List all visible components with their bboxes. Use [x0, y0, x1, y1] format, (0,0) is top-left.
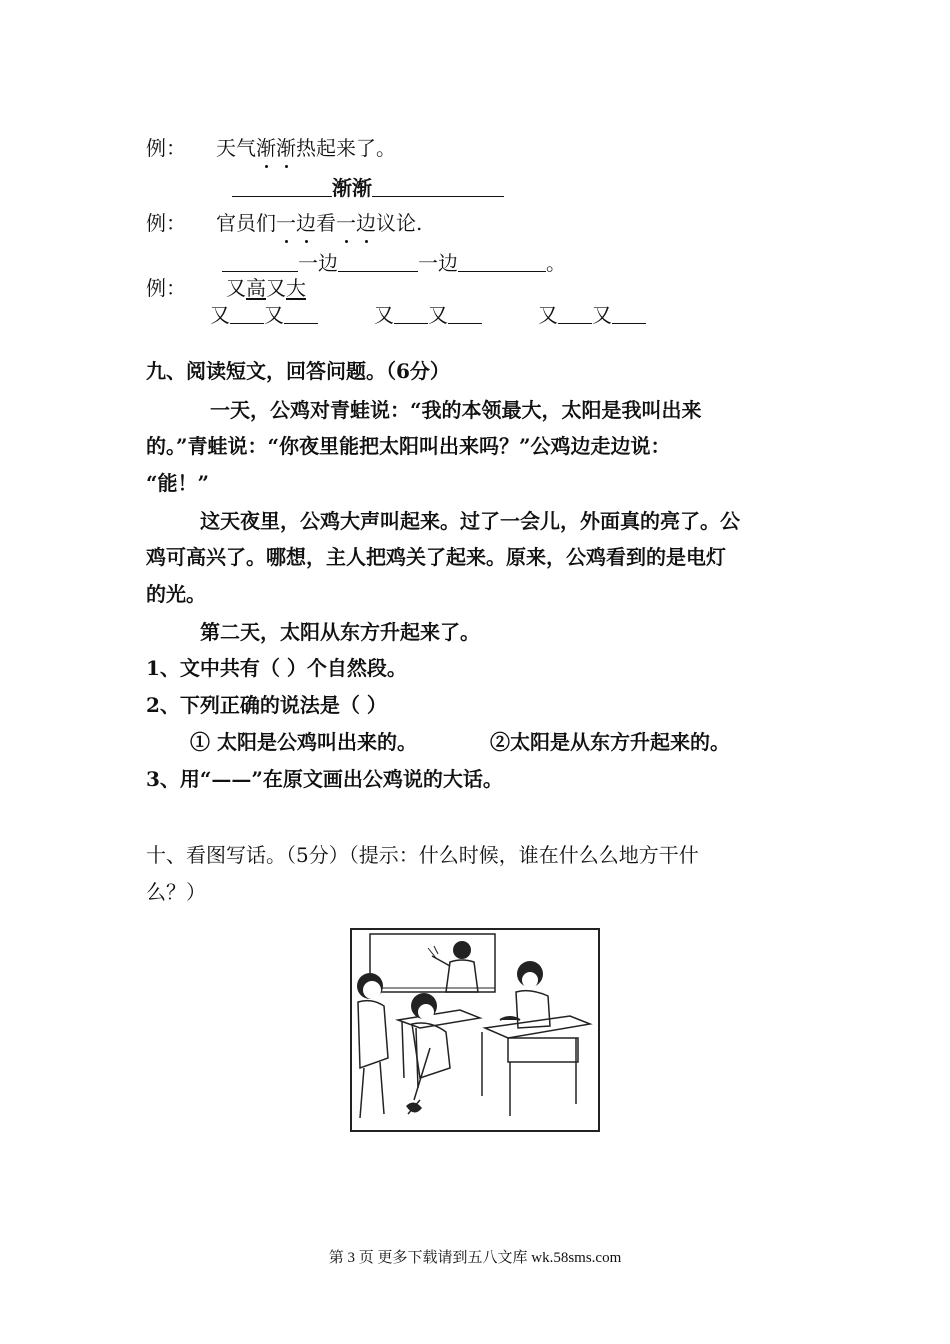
example-label: 例： [146, 276, 186, 300]
passage-line: “能！” [146, 471, 210, 495]
answer-blank[interactable] [232, 176, 332, 197]
question-3: 3、用“——”在原文画出公鸡说的大话。 [146, 767, 503, 791]
answer-blank[interactable] [448, 303, 482, 324]
section-10-heading: 十、看图写话。（5分）（提示：什么时候，谁在什么么地方干什 [146, 843, 699, 867]
page-footer: 第 3 页 更多下载请到五八文库 wk.58sms.com [328, 1250, 622, 1266]
answer-blank[interactable] [558, 303, 592, 324]
example-1: 例： 天气渐渐热起来了。 [146, 136, 396, 160]
passage-line: 第二天，太阳从东方升起来了。 [200, 620, 480, 644]
answer-blank[interactable] [612, 303, 646, 324]
passage-line: 的。”青蛙说：“你夜里能把太阳叫出来吗？”公鸡边走边说： [146, 434, 671, 458]
example-3: 例： 又高又大 [146, 276, 306, 300]
answer-blank[interactable] [458, 251, 546, 272]
section-10-heading-cont: 么？） [146, 880, 206, 904]
passage-line: 一天，公鸡对青蛙说：“我的本领最大，太阳是我叫出来 [210, 398, 702, 422]
answer-blank[interactable] [284, 303, 318, 324]
answer-blank[interactable] [394, 303, 428, 324]
example-label: 例： [146, 211, 186, 235]
section-9-heading: 九、阅读短文，回答问题。（6分） [146, 359, 450, 383]
passage-line: 鸡可高兴了。哪想，主人把鸡关了起来。原来，公鸡看到的是电灯 [146, 545, 726, 569]
answer-blank[interactable] [338, 251, 418, 272]
example-2: 例： 官员们一边看一边议论. [146, 211, 423, 235]
question-2: 2、下列正确的说法是（ ） [146, 693, 387, 717]
answer-blank[interactable] [230, 303, 264, 324]
example-1-fill: 渐渐 [232, 175, 504, 201]
option-2: ②太阳是从东方升起来的。 [490, 730, 730, 754]
passage-line: 这天夜里，公鸡大声叫起来。过了一会儿，外面真的亮了。公 [200, 509, 740, 533]
example-3-fill: 又 又 又 又 又 又 [210, 302, 646, 328]
question-1: 1、文中共有（ ）个自然段。 [146, 656, 407, 680]
example-label: 例： [146, 136, 186, 160]
answer-blank[interactable] [372, 176, 504, 197]
passage-line: 的光。 [146, 582, 206, 606]
classroom-illustration [350, 928, 600, 1132]
answer-blank[interactable] [222, 251, 298, 272]
example-2-fill: 一边 一边 。 [222, 250, 566, 276]
option-1: ① 太阳是公鸡叫出来的。 [190, 730, 417, 754]
